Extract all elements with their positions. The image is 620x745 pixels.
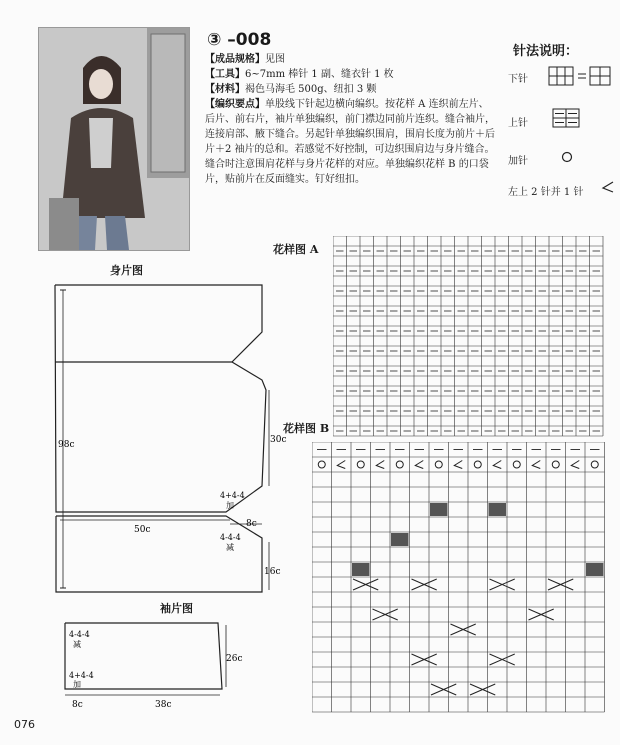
sleeve-height-label: 26c <box>226 654 243 664</box>
sleeve-diagram <box>60 615 260 715</box>
model-photo <box>38 27 190 251</box>
spec-line <box>205 52 495 67</box>
chart-b-shaded-cell <box>352 563 370 576</box>
purl-grid-icon <box>552 108 582 130</box>
chart-b-shaded-cell <box>586 563 604 576</box>
chart-b-yarn-over <box>396 461 403 468</box>
tools-line <box>205 67 495 82</box>
legend-knit-label: 下针 <box>508 74 528 85</box>
tools-label: 【工具】 <box>205 69 245 80</box>
sleeve-length-label: 38c <box>155 700 172 710</box>
chart-b-decrease <box>376 461 384 469</box>
model-photo-illustration <box>39 28 189 250</box>
chart-b-shaded-cell <box>489 503 507 516</box>
chart-a-grid <box>333 236 609 440</box>
legend-title: 针法说明： <box>513 44 579 59</box>
sleeve-increase-note: 4+4-4 <box>69 671 94 680</box>
legend-purl-label: 上针 <box>508 118 528 129</box>
k2tog-left-icon <box>600 180 616 194</box>
yarn-over-icon <box>560 150 574 164</box>
chart-b-yarn-over <box>435 461 442 468</box>
chart-b-decrease <box>454 461 462 469</box>
body-diagram-title: 身片图 <box>110 264 143 277</box>
chart-b-yarn-over <box>318 461 325 468</box>
spec-label: 【成品规格】 <box>205 54 265 65</box>
chart-a-title: 花样图 A <box>273 243 319 256</box>
chart-b-decrease <box>337 461 345 469</box>
body-increase-note-2: 加 <box>226 501 234 510</box>
body-decrease-note-2: 减 <box>226 543 234 552</box>
chart-b-decrease <box>532 461 540 469</box>
pattern-info <box>205 52 495 187</box>
body-decrease-note: 4-4-4 <box>220 533 241 542</box>
body-width-label: 50c <box>134 525 151 535</box>
knitting-line <box>205 97 495 187</box>
chart-b-yarn-over <box>591 461 598 468</box>
chart-b-shaded-cell <box>430 503 448 516</box>
tools-value: 6~7mm 棒针 1 副、缝衣针 1 枚 <box>245 69 394 80</box>
legend-k2tog-label: 左上 2 针并 1 针 <box>508 187 584 198</box>
sleeve-cuff-label: 8c <box>72 700 83 710</box>
chart-b-decrease <box>493 461 501 469</box>
page-number: 076 <box>14 718 35 731</box>
sleeve-decrease-note: 4-4-4 <box>69 630 90 639</box>
body-armhole-label: 30c <box>270 435 287 445</box>
pattern-title: ③ –008 <box>207 30 272 50</box>
sleeve-diagram-title: 袖片图 <box>160 602 193 615</box>
sleeve-decrease-note-2: 减 <box>73 640 81 649</box>
sleeve-increase-note-2: 加 <box>73 680 81 689</box>
body-lower-outline <box>56 516 262 592</box>
spec-value: 见图 <box>265 54 285 65</box>
knitting-label: 【编织要点】 <box>205 99 265 110</box>
chart-b-yarn-over <box>552 461 559 468</box>
body-height-label: 98c <box>58 440 75 450</box>
material-line <box>205 82 495 97</box>
chart-b-decrease <box>415 461 423 469</box>
chart-b-yarn-over <box>513 461 520 468</box>
legend-yarn-over-label: 加针 <box>508 156 528 167</box>
material-value: 褐色马海毛 500g、纽扣 3 颗 <box>245 84 377 95</box>
chart-b-yarn-over <box>357 461 364 468</box>
chart-b-grid <box>312 442 612 718</box>
body-outline <box>55 285 266 512</box>
knit-grid-icon <box>548 66 612 88</box>
knitting-value: 单股线下针起边横向编织。按花样 A 连织前左片、后片、前右片，袖片单独编织，前门襟边同前片连织。缝合袖片，连接肩部、腋下缝合。另起针单独编织围肩，围肩长度为前片＋后片＋2 袖片的总和。若感觉不好控制，可边织围肩边与身片缝合。缝合时注意围肩花样与身片花样的对应。单独编织花样 B 的口袋片，贴前片在反面缝实。钉好纽扣。 <box>205 99 495 185</box>
chart-b-title: 花样图 B <box>283 422 330 435</box>
body-increase-note: 4+4-4 <box>220 491 245 500</box>
body-diagram <box>40 280 300 600</box>
material-label: 【材料】 <box>205 84 245 95</box>
body-shaping-label: 8c <box>246 519 257 529</box>
body-side-label: 16c <box>264 567 281 577</box>
chart-b-yarn-over <box>474 461 481 468</box>
chart-b-decrease <box>571 461 579 469</box>
chart-b-shaded-cell <box>391 533 409 546</box>
